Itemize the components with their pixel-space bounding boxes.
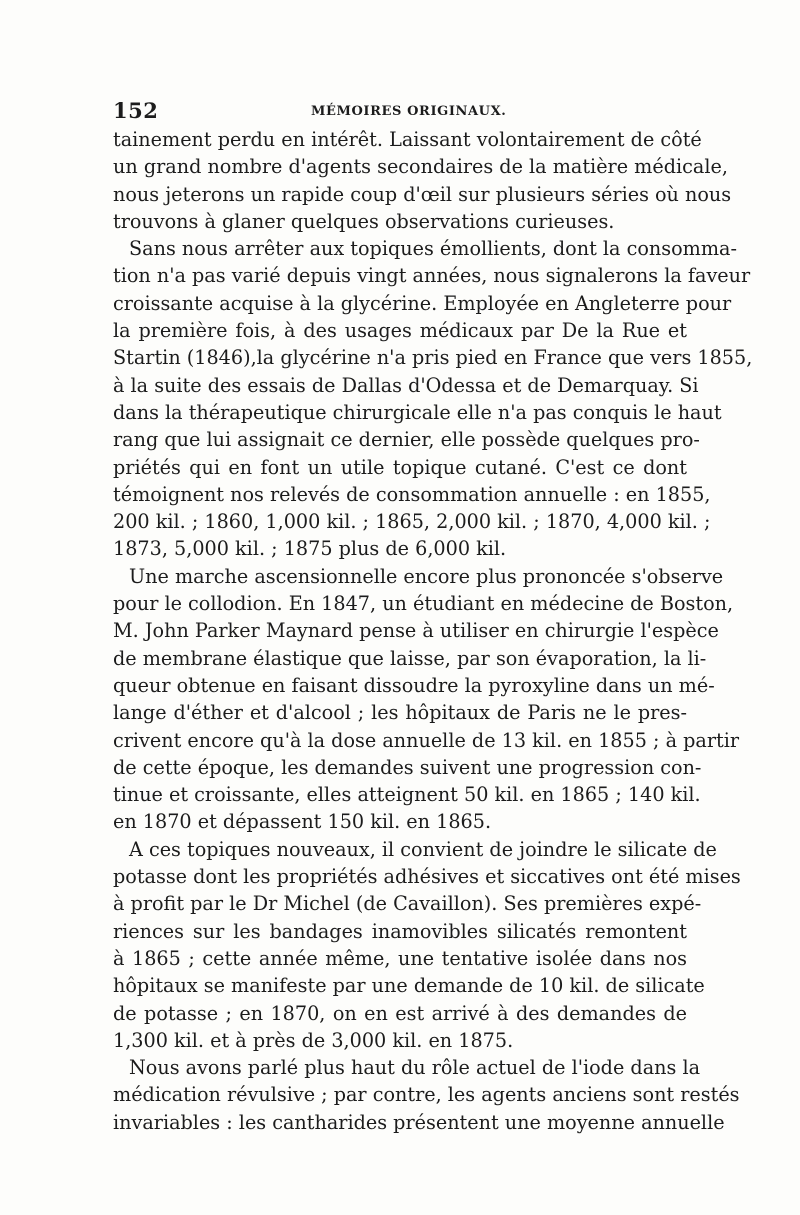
text-line: à profit par le Dr Michel (de Cavaillon). Ses premières expé- [113, 892, 702, 916]
text-line: un grand nombre d'agents secondaires de la matière médicale, [113, 155, 728, 179]
text-line: pour le collodion. En 1847, un étudiant en médecine de Boston, [113, 592, 734, 616]
text-line: crivent encore qu'à la dose annuelle de 13 kil. en 1855 ; à partir [113, 728, 740, 752]
text-line: la première fois, à des usages médicaux par De la Rue et [113, 319, 687, 343]
text-line: de potasse ; en 1870, on en est arrivé à des demandes de [113, 1001, 687, 1025]
running-title: MÉMOIRES ORIGINAUX. [311, 104, 507, 119]
text-line: A ces topiques nouveaux, il convient de joindre le silicate de [129, 837, 717, 861]
text-line: témoignent nos relevés de consommation annuelle : en 1855, [113, 482, 711, 506]
text-line: M. John Parker Maynard pense à utiliser en chirurgie l'espèce [113, 619, 719, 643]
text-line: 200 kil. ; 1860, 1,000 kil. ; 1865, 2,000 kil. ; 1870, 4,000 kil. ; [113, 510, 711, 534]
text-line: riences sur les bandages inamovibles silicatés remontent [113, 919, 687, 943]
text-line: à la suite des essais de Dallas d'Odessa et de Demarquay. Si [113, 373, 699, 397]
text-line: invariables : les cantharides présentent une moyenne annuelle [113, 1110, 725, 1134]
text-line: de membrane élastique que laisse, par son évaporation, la li- [113, 646, 707, 670]
text-line: tion n'a pas varié depuis vingt années, nous signalerons la faveur [113, 264, 751, 288]
text-line: potasse dont les propriétés adhésives et siccatives ont été mises [113, 865, 741, 889]
text-line: 1,300 kil. et à près de 3,000 kil. en 1875. [113, 1028, 514, 1052]
text-line: queur obtenue en faisant dissoudre la pyroxyline dans un mé- [113, 673, 715, 697]
text-line: priétés qui en font un utile topique cutané. C'est ce dont [113, 455, 687, 479]
text-line: nous jeterons un rapide coup d'œil sur plusieurs séries où nous [113, 182, 732, 206]
text-line: Startin (1846),la glycérine n'a pris pied en France que vers 1855, [113, 346, 753, 370]
text-line: Une marche ascensionnelle encore plus prononcée s'observe [129, 564, 724, 588]
text-line: médication révulsive ; par contre, les agents anciens sont restés [113, 1083, 740, 1107]
text-line: tinue et croissante, elles atteignent 50 kil. en 1865 ; 140 kil. [113, 783, 701, 807]
text-line: dans la thérapeutique chirurgicale elle n'a pas conquis le haut [113, 400, 722, 424]
page-header [113, 96, 685, 124]
text-line: croissante acquise à la glycérine. Employée en Angleterre pour [113, 291, 732, 315]
text-line: à 1865 ; cette année même, une tentative isolée dans nos [113, 946, 687, 970]
text-line: 1873, 5,000 kil. ; 1875 plus de 6,000 kil. [113, 537, 507, 561]
text-line: lange d'éther et d'alcool ; les hôpitaux de Paris ne le pres- [113, 701, 687, 725]
text-line: de cette époque, les demandes suivent une progression con- [113, 755, 702, 779]
text-line: hôpitaux se manifeste par une demande de 10 kil. de silicate [113, 974, 705, 998]
body-text [113, 126, 753, 1136]
text-line: en 1870 et dépassent 150 kil. en 1865. [113, 810, 492, 834]
page-number: 152 [113, 98, 159, 123]
text-line: rang que lui assignait ce dernier, elle possède quelques pro- [113, 428, 700, 452]
text-line: tainement perdu en intérêt. Laissant volontairement de côté [113, 128, 702, 151]
text-line: trouvons à glaner quelques observations curieuses. [113, 209, 615, 233]
text-line: Nous avons parlé plus haut du rôle actuel de l'iode dans la [129, 1056, 701, 1080]
text-line: Sans nous arrêter aux topiques émollients, dont la consomma- [129, 237, 737, 261]
